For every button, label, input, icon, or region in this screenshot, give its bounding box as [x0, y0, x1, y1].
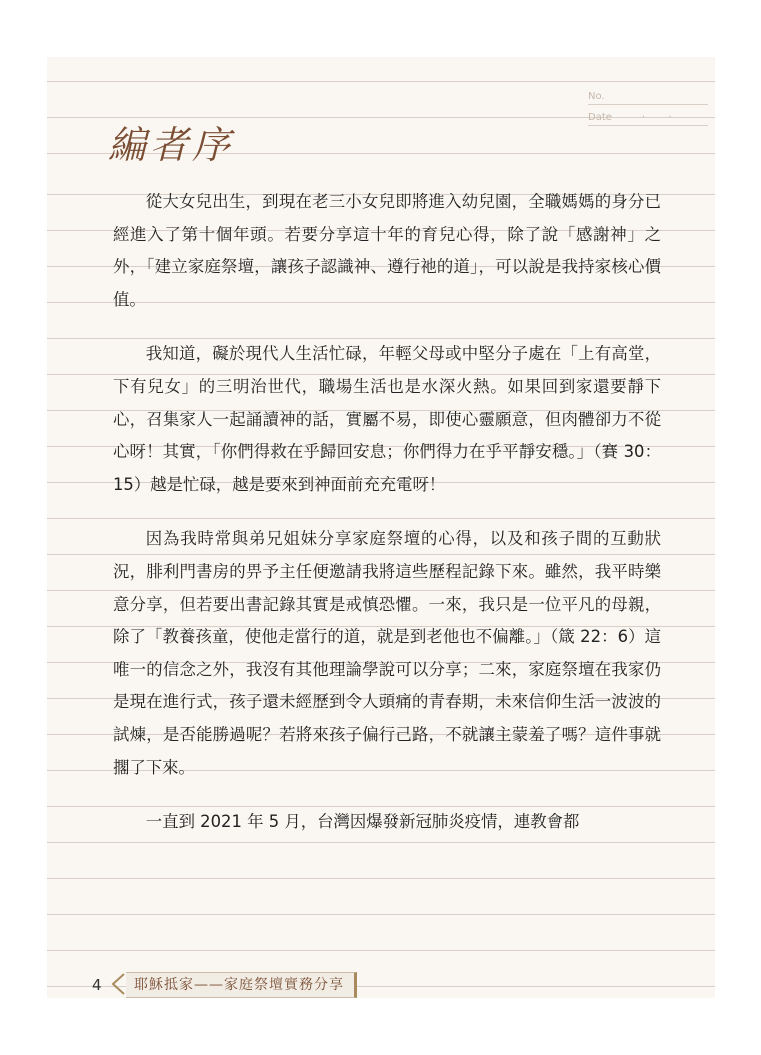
date-label: Date	[588, 112, 612, 123]
paragraph: 從大女兒出生，到現在老三小女兒即將進入幼兒園，全職媽媽的身分已經進入了第十個年頭。若要分享這十年的育兒心得，除了說「感謝神」之外，「建立家庭祭壇，讓孩子認識神、遵行祂的道」，可以說是我持家核心價值。	[113, 192, 661, 309]
page-title: 編者序	[108, 123, 235, 167]
body-text	[113, 186, 661, 861]
page-footer	[0, 970, 761, 1000]
page-number: 4	[92, 976, 102, 994]
no-date-header	[588, 84, 708, 126]
book-title: 耶穌抵家——家庭祭壇實務分享	[126, 972, 357, 998]
paragraph: 一直到 2021 年 5 月，台灣因爆發新冠肺炎疫情，連教會都	[145, 812, 580, 832]
date-separators: · ·	[641, 112, 682, 123]
chevron-left-icon	[110, 973, 126, 995]
no-label: No.	[588, 91, 605, 102]
date-line	[588, 105, 708, 126]
paragraph: 因為我時常與弟兄姐妹分享家庭祭壇的心得，以及和孩子間的互動狀況，腓利門書房的畀予主任便邀請我將這些歷程記錄下來。雖然，我平時樂意分享，但若要出書記錄其實是戒慎恐懼。一來，我只是一位平凡的母親，除了「教養孩童，使他走當行的道，就是到老他也不偏離。」（箴 22：6）這唯一的信念之外，我沒有其他理論學說可以分享；二來，家庭祭壇在我家仍是現在進行式，孩子還未經歷到令人頭痛的青春期，未來信仰生活一波波的試煉，是否能勝過呢？若將來孩子偏行己路，不就讓主蒙羞了嗎？這件事就擱了下來。	[113, 529, 661, 777]
paragraph: 我知道，礙於現代人生活忙碌，年輕父母或中堅分子處在「上有高堂，下有兒女」的三明治世代，職場生活也是水深火熱。如果回到家還要靜下心，召集家人一起誦讀神的話，實屬不易，即使心靈願意，但肉體卻力不從心呀！其實，「你們得救在乎歸回安息；你們得力在乎平靜安穩。」（賽 30：15）越是忙碌，越是要來到神面前充充電呀！	[113, 344, 661, 494]
no-line	[588, 84, 708, 105]
